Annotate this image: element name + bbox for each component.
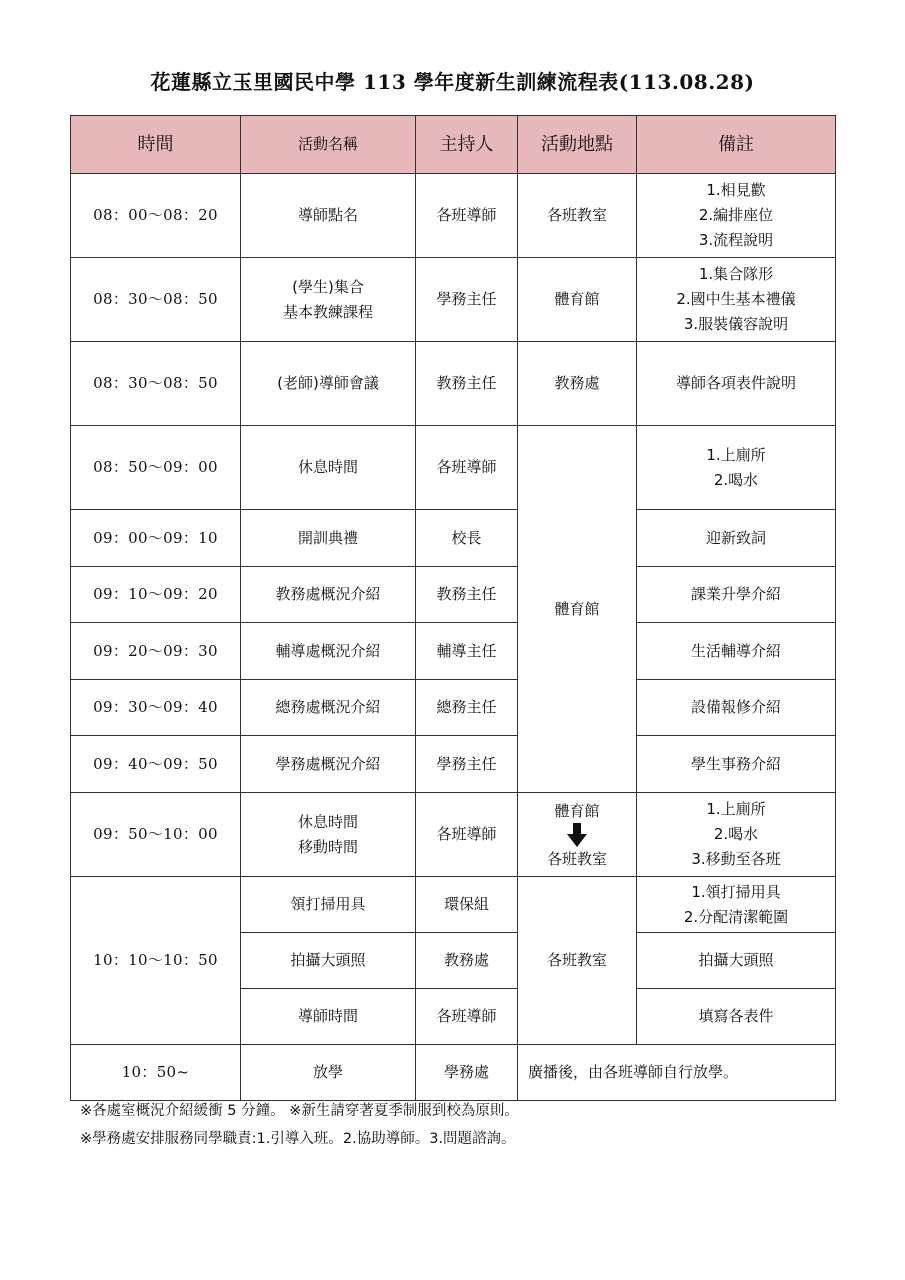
note-line: 1.集合隊形 (698, 265, 774, 283)
host-cell: 教務主任 (416, 567, 518, 623)
location-cell: 各班教室 (518, 174, 637, 258)
activity-line: 移動時間 (297, 837, 358, 856)
table-row (71, 426, 836, 510)
time-cell: 09：50～10：00 (71, 793, 241, 877)
location-cell: 各班教室 (518, 877, 637, 1045)
activity-cell: 導師點名 (241, 174, 416, 258)
activity-cell: (老師)導師會議 (241, 342, 416, 426)
time-cell: 09：40～09：50 (71, 736, 241, 793)
time-cell: 08：30～08：50 (71, 258, 241, 342)
activity-cell: 領打掃用具 (241, 877, 416, 933)
note-line: 3.流程說明 (698, 231, 774, 249)
time-cell: 09：10～09：20 (71, 567, 241, 623)
note-line: 1.領打掃用具 (691, 882, 781, 901)
location-to: 各班教室 (546, 849, 607, 868)
header-row (71, 116, 836, 174)
time-cell: 09：30～09：40 (71, 680, 241, 736)
notes-cell: 學生事務介紹 (637, 736, 836, 793)
notes-cell: 課業升學介紹 (637, 567, 836, 623)
note-line: 1.相見歡 (706, 181, 766, 199)
notes-cell (637, 174, 836, 258)
notes-cell (637, 877, 836, 933)
time-cell: 09：00～09：10 (71, 510, 241, 567)
table-row (71, 258, 836, 342)
host-cell: 各班導師 (416, 174, 518, 258)
header-location: 活動地點 (518, 116, 637, 174)
note-line: 3.服裝儀容說明 (683, 315, 789, 333)
host-cell: 學務處 (416, 1045, 518, 1101)
time-cell: 10：50~ (71, 1045, 241, 1101)
table-row (71, 567, 836, 623)
note-line: 2.喝水 (713, 825, 759, 843)
table-row (71, 1045, 836, 1101)
activity-cell: 教務處概況介紹 (241, 567, 416, 623)
notes-cell: 生活輔導介紹 (637, 623, 836, 680)
host-cell: 各班導師 (416, 989, 518, 1045)
table-row (71, 793, 836, 877)
note-line: 3.移動至各班 (691, 850, 781, 868)
host-cell: 總務主任 (416, 680, 518, 736)
schedule-table (70, 115, 836, 1101)
header-notes: 備註 (637, 116, 836, 174)
host-cell: 各班導師 (416, 793, 518, 877)
notes-cell (637, 258, 836, 342)
footer-note-2: ※學務處安排服務同學職責:1.引導入班。2.協助導師。3.問題諮詢。 (80, 1131, 516, 1147)
host-cell: 輔導主任 (416, 623, 518, 680)
notes-cell (637, 793, 836, 877)
table-row (71, 877, 836, 933)
down-arrow-icon (567, 823, 587, 847)
note-line: 2.國中生基本禮儀 (676, 290, 796, 308)
host-cell: 各班導師 (416, 426, 518, 510)
table-row (71, 342, 836, 426)
notes-cell (637, 426, 836, 510)
table-row (71, 510, 836, 567)
location-cell: 體育館 (518, 426, 637, 793)
activity-cell: 輔導處概況介紹 (241, 623, 416, 680)
notes-cell: 填寫各表件 (637, 989, 836, 1045)
page-title: 花蓮縣立玉里國民中學 113 學年度新生訓練流程表(113.08.28) (150, 70, 755, 94)
notes-cell: 拍攝大頭照 (637, 933, 836, 989)
activity-cell: 總務處概況介紹 (241, 680, 416, 736)
header-time: 時間 (71, 116, 241, 174)
activity-line: 基本教練課程 (282, 302, 373, 321)
activity-cell: 休息時間 (241, 426, 416, 510)
note-line: 1.上廁所 (706, 445, 766, 464)
header-activity: 活動名稱 (241, 116, 416, 174)
note-line: 2.喝水 (713, 470, 759, 489)
time-cell: 09：20～09：30 (71, 623, 241, 680)
activity-cell (241, 793, 416, 877)
host-cell: 校長 (416, 510, 518, 567)
activity-cell: 開訓典禮 (241, 510, 416, 567)
table-row (71, 623, 836, 680)
time-cell: 08：30～08：50 (71, 342, 241, 426)
location-cell (518, 793, 637, 877)
header-host: 主持人 (416, 116, 518, 174)
host-cell: 教務處 (416, 933, 518, 989)
table-row (71, 736, 836, 793)
activity-cell: 拍攝大頭照 (241, 933, 416, 989)
activity-cell: 放學 (241, 1045, 416, 1101)
host-cell: 學務主任 (416, 258, 518, 342)
activity-line: 休息時間 (297, 812, 358, 831)
note-line: 2.分配清潔範圍 (683, 907, 789, 926)
activity-cell: 導師時間 (241, 989, 416, 1045)
notes-cell: 導師各項表件說明 (637, 342, 836, 426)
host-cell: 學務主任 (416, 736, 518, 793)
notes-cell: 迎新致詞 (637, 510, 836, 567)
note-line: 1.上廁所 (706, 800, 766, 818)
host-cell: 環保組 (416, 877, 518, 933)
host-cell: 教務主任 (416, 342, 518, 426)
location-cell: 教務處 (518, 342, 637, 426)
activity-cell: 學務處概況介紹 (241, 736, 416, 793)
activity-line: (學生)集合 (292, 277, 364, 296)
time-cell: 10：10～10：50 (71, 877, 241, 1045)
time-cell: 08：00～08：20 (71, 174, 241, 258)
table-row (71, 174, 836, 258)
location-from: 體育館 (554, 801, 600, 820)
footer-note-1: ※各處室概況介紹緩衝 5 分鐘。 ※新生請穿著夏季制服到校為原則。 (80, 1103, 519, 1119)
table-row (71, 680, 836, 736)
notes-cell: 廣播後，由各班導師自行放學。 (518, 1045, 836, 1101)
location-cell: 體育館 (518, 258, 637, 342)
notes-cell: 設備報修介紹 (637, 680, 836, 736)
note-line: 2.編排座位 (698, 206, 774, 224)
activity-cell (241, 258, 416, 342)
time-cell: 08：50～09：00 (71, 426, 241, 510)
